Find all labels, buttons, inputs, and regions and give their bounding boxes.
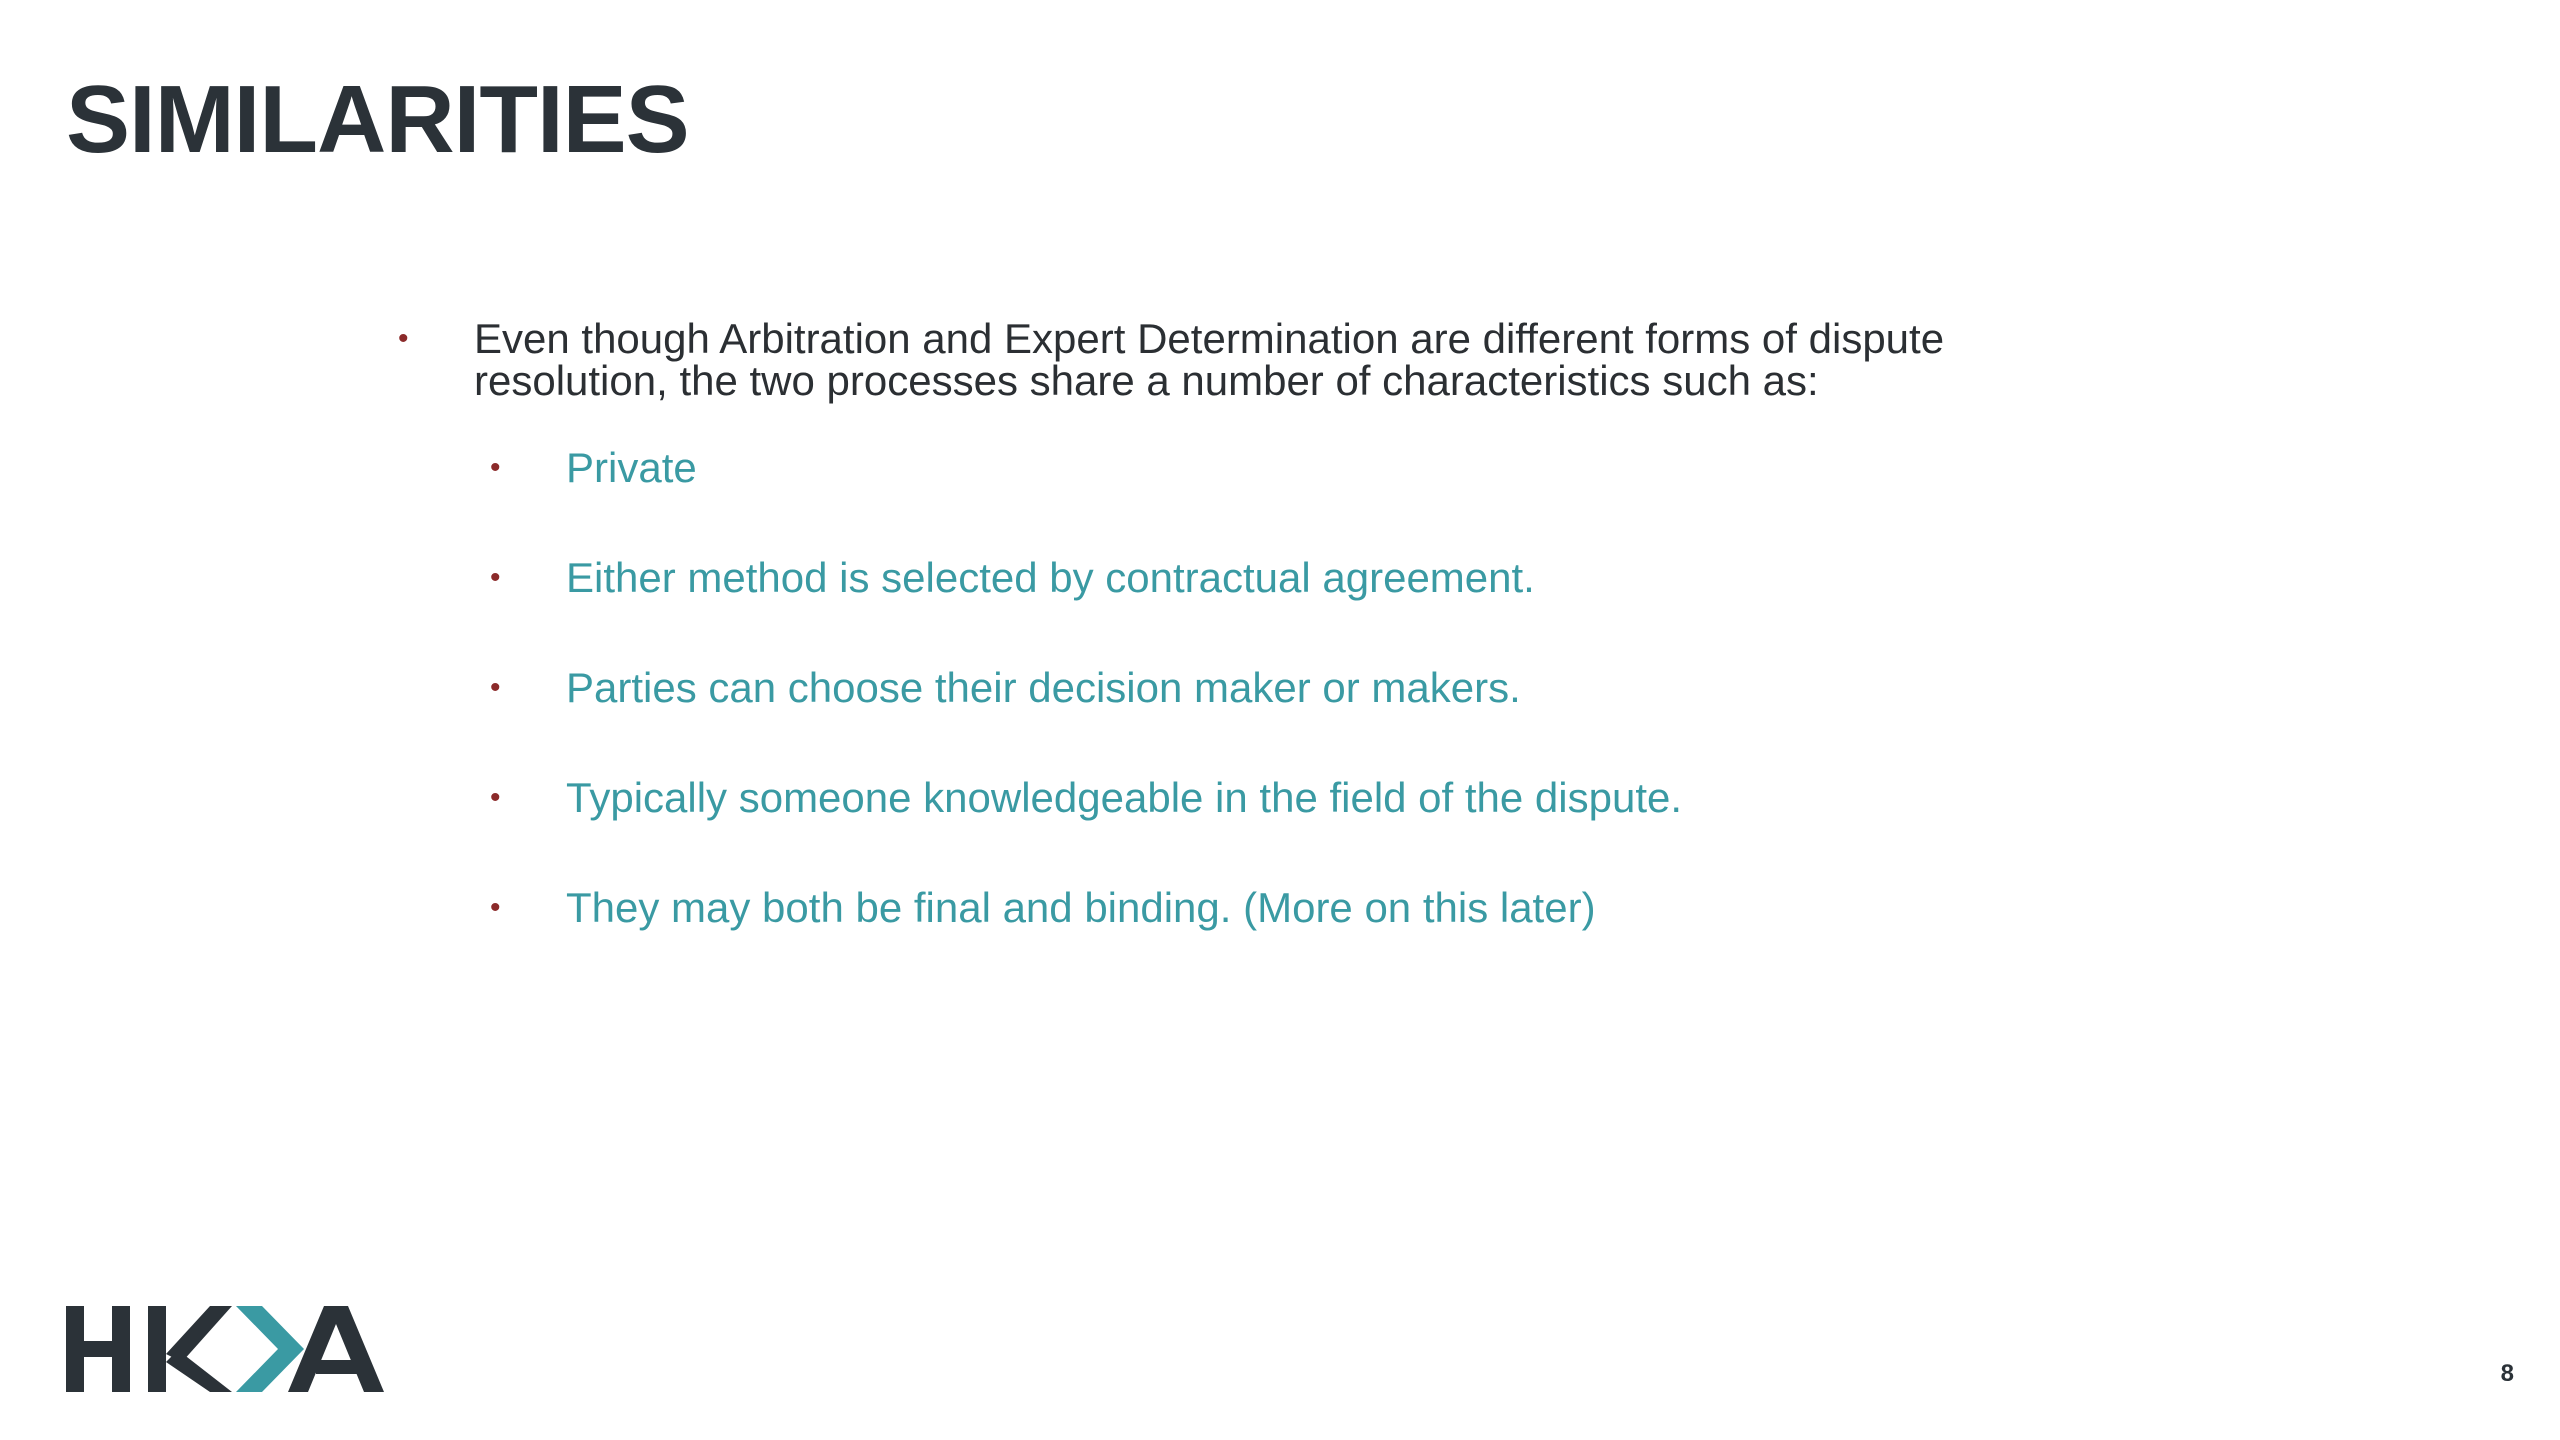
bullet-marker: • — [490, 561, 501, 594]
intro-text: Even though Arbitration and Expert Determination are different forms of dispute resolution, the two processes share a number of characteristics such as: — [474, 315, 1945, 404]
bullet-marker: • — [490, 671, 501, 704]
list-item-text: Typically someone knowledgeable in the field of the dispute. — [566, 774, 1683, 821]
list-item — [398, 554, 2098, 602]
bullet-marker: • — [490, 451, 501, 484]
list-item-text: They may both be final and binding. (More on this later) — [566, 884, 1596, 931]
list-item — [398, 444, 2098, 492]
list-item — [398, 774, 2098, 822]
list-item — [398, 664, 2098, 712]
slide-title: SIMILARITIES — [66, 66, 689, 173]
page-number: 8 — [2500, 1360, 2514, 1387]
list-item-text: Parties can choose their decision maker or makers. — [566, 664, 1521, 711]
characteristics-list — [398, 444, 2098, 932]
intro-bullet — [398, 315, 2098, 404]
bullet-marker: • — [490, 891, 501, 924]
bullet-marker: • — [398, 322, 409, 355]
list-item-text: Private — [566, 444, 697, 491]
list-item — [398, 884, 2098, 932]
list-item-text: Either method is selected by contractual agreement. — [566, 554, 1535, 601]
slide-content — [398, 315, 2098, 994]
hka-logo — [66, 1304, 384, 1394]
bullet-marker: • — [490, 781, 501, 814]
